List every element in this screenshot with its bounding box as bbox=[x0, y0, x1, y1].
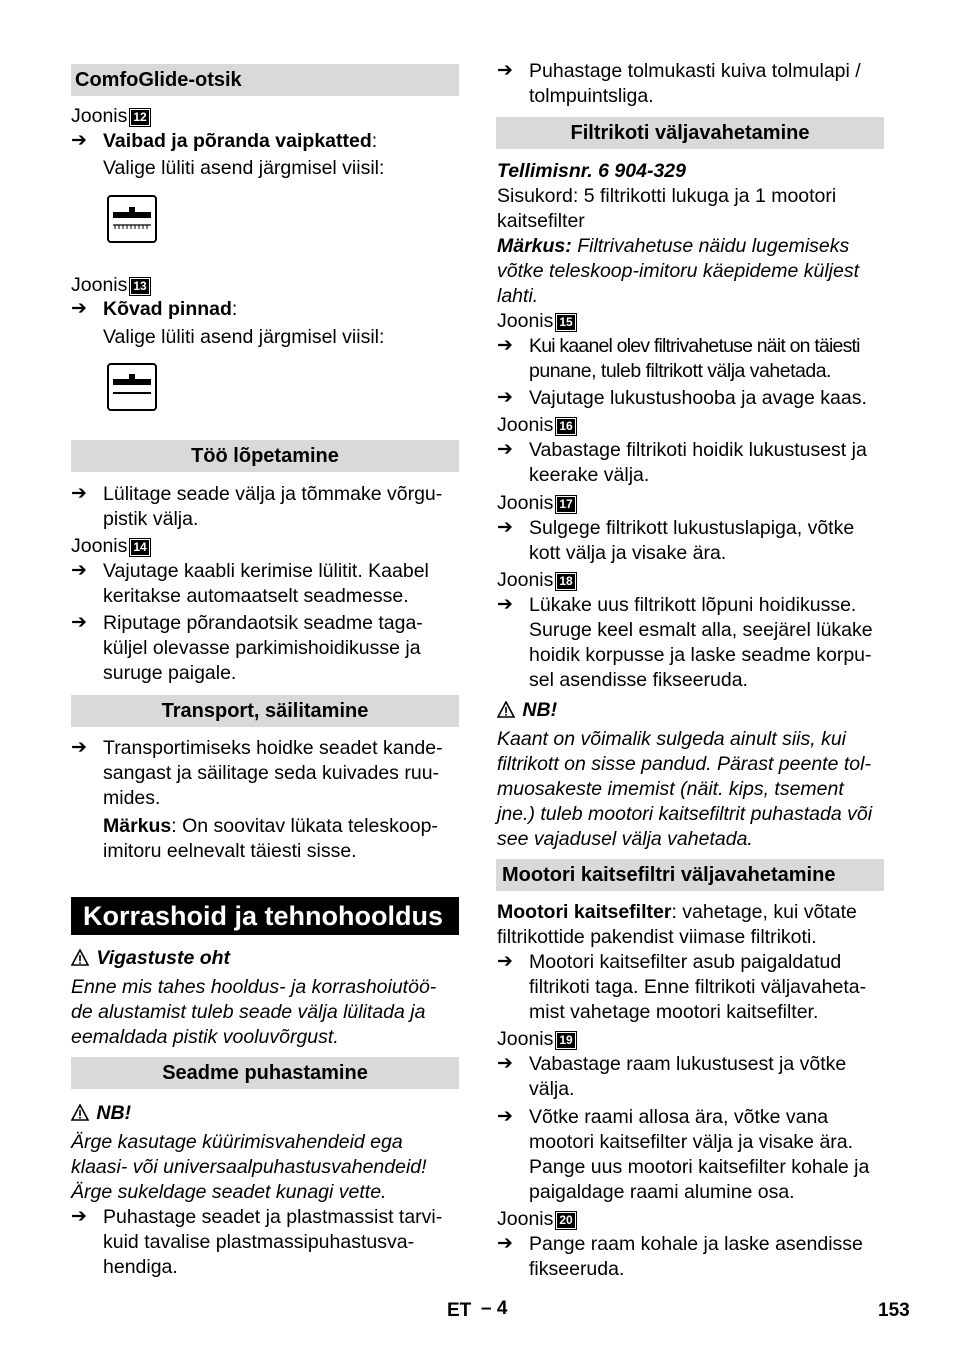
figure-ref-12: Joonis 12 bbox=[71, 104, 150, 128]
f19-step-2-cont: mootori kaitsefilter välja ja visake ära. bbox=[529, 1131, 854, 1153]
dust-step-cont: tolmpuintsliga. bbox=[529, 85, 654, 107]
footer-language-code: ET bbox=[447, 1300, 472, 1321]
figure-ref-17: Joonis 17 bbox=[497, 491, 576, 515]
figure-ref-16: Joonis 16 bbox=[497, 413, 576, 437]
nb-right-text: Kaant on võimalik sulgeda ainult siis, kui bbox=[497, 728, 847, 750]
f16-step-cont: keerake välja. bbox=[529, 464, 650, 486]
f18-step: Lükake uus filtrikott lõpuni hoidikusse. bbox=[529, 594, 857, 616]
f19-step-2-cont2: Pange uus mootori kaitsefilter kohale ja bbox=[529, 1156, 870, 1178]
order-number: Tellimisnr. 6 904-329 bbox=[497, 160, 686, 182]
nb-warning: NB! bbox=[71, 1101, 131, 1127]
danger-text-cont: de alustamist tuleb seade välja lülitada ja bbox=[71, 1001, 426, 1023]
f19-step-2-cont3: paigaldage raami alumine osa. bbox=[529, 1181, 795, 1203]
arrow-icon: ➔ bbox=[71, 612, 87, 633]
figure-ref-20: Joonis 20 bbox=[497, 1207, 576, 1231]
arrow-icon: ➔ bbox=[497, 517, 513, 538]
arrow-icon: ➔ bbox=[497, 1053, 513, 1074]
arrow-icon: ➔ bbox=[497, 1233, 513, 1254]
f18-step-cont2: hoidik korpusse ja laske seadme korpu- bbox=[529, 644, 872, 666]
motor-step-1: Mootori kaitsefilter asub paigaldatud bbox=[529, 951, 842, 973]
nb-right-text-cont2: muosakeste imemist (näit. kips, tsement bbox=[497, 778, 844, 800]
filter-note-cont: võtke teleskoop-imitoru käepideme küljest bbox=[497, 260, 860, 282]
section-heading-motor-filter: Mootori kaitsefiltri väljavahetamine bbox=[496, 859, 884, 891]
f19-step-1: Vabastage raam lukustusest ja võtke bbox=[529, 1053, 847, 1075]
figure-ref-18: Joonis 18 bbox=[497, 568, 576, 592]
nb-warning-right: NB! bbox=[497, 698, 557, 724]
arrow-icon: ➔ bbox=[71, 1206, 87, 1227]
page-number: 153 bbox=[878, 1300, 910, 1321]
nb-text-cont2: Ärge sukeldage seadet kunagi vette. bbox=[71, 1181, 387, 1203]
nb-right-text-cont: filtrikott on sisse pandud. Pärast peente tol- bbox=[497, 753, 871, 775]
f17-step: Sulgege filtrikott lukustuslapiga, võtke bbox=[529, 517, 855, 539]
f15-step-1: Kui kaanel olev filtrivahetuse näit on täiesti bbox=[529, 335, 860, 357]
transport-note-cont: imitoru eelnevalt täiesti sisse. bbox=[103, 840, 357, 862]
arrow-icon: ➔ bbox=[497, 951, 513, 972]
figure-ref-15: Joonis 15 bbox=[497, 309, 576, 333]
transport-step-1-cont: sangast ja säilitage seda kuivades ruu- bbox=[103, 762, 440, 784]
figure-ref-14: Joonis 14 bbox=[71, 534, 150, 558]
clean-step-1-cont2: hendiga. bbox=[103, 1256, 178, 1278]
carpet-switch-position-icon bbox=[107, 195, 157, 243]
arrow-icon: ➔ bbox=[71, 298, 87, 319]
footer-section-page: – 4 bbox=[481, 1298, 508, 1319]
finish-step-1-cont: pistik välja. bbox=[103, 508, 199, 530]
arrow-icon: ➔ bbox=[71, 737, 87, 758]
f18-step-cont: Suruge keel esmalt alla, seejärel lükake bbox=[529, 619, 873, 641]
switch-instruction-2: Valige lüliti asend järgmisel viisil: bbox=[103, 326, 385, 348]
transport-step-1-cont2: mides. bbox=[103, 787, 161, 809]
filter-note-cont2: lahti. bbox=[497, 285, 539, 307]
warning-triangle-icon bbox=[71, 948, 91, 972]
danger-warning: Vigastuste oht bbox=[71, 946, 230, 972]
f15-step-2: Vajutage lukustushooba ja avage kaas. bbox=[529, 387, 867, 409]
section-heading-finish: Töö lõpetamine bbox=[71, 440, 459, 472]
filter-note: Märkus: Filtrivahetuse näidu lugemiseks bbox=[497, 235, 850, 257]
nb-right-text-cont4: see vajadusel välja vahetada. bbox=[497, 828, 753, 850]
f17-step-cont: kott välja ja visake ära. bbox=[529, 542, 727, 564]
arrow-icon: ➔ bbox=[497, 387, 513, 408]
f15-step-1-cont: punane, tuleb filtrikott välja vahetada. bbox=[529, 360, 831, 382]
arrow-icon: ➔ bbox=[497, 60, 513, 81]
warning-triangle-icon bbox=[71, 1103, 91, 1127]
f18-step-cont3: sel asendisse fikseeruda. bbox=[529, 669, 748, 691]
finish-step-3-cont2: suruge paigale. bbox=[103, 662, 237, 684]
section-heading-cleaning: Seadme puhastamine bbox=[71, 1057, 459, 1089]
section-heading-transport: Transport, säilitamine bbox=[71, 695, 459, 727]
nb-text: Ärge kasutage küürimisvahendeid ega bbox=[71, 1131, 403, 1153]
hard-floor-title: Kõvad pinnad: bbox=[103, 298, 238, 320]
chapter-heading-maintenance: Korrashoid ja tehnohooldus bbox=[71, 897, 459, 935]
transport-step-1: Transportimiseks hoidke seadet kande- bbox=[103, 737, 443, 759]
motor-filter-intro: Mootori kaitsefilter: vahetage, kui võtate bbox=[497, 901, 857, 923]
section-heading-comfoglide: ComfoGlide-otsik bbox=[71, 64, 459, 96]
warning-triangle-icon bbox=[497, 700, 517, 724]
clean-step-1-cont: kuid tavalise plastmassipuhastusva- bbox=[103, 1231, 415, 1253]
f19-step-1-cont: välja. bbox=[529, 1078, 575, 1100]
arrow-icon: ➔ bbox=[497, 1106, 513, 1127]
finish-step-2: Vajutage kaabli kerimise lülitit. Kaabel bbox=[103, 560, 429, 582]
finish-step-3: Riputage põrandaotsik seadme taga- bbox=[103, 612, 423, 634]
motor-step-1-cont2: mist vahetage mootori kaitsefilter. bbox=[529, 1001, 819, 1023]
contents-cont: kaitsefilter bbox=[497, 210, 585, 232]
hard-floor-switch-position-icon bbox=[107, 363, 157, 411]
clean-step-1: Puhastage seadet ja plastmassist tarvi- bbox=[103, 1206, 443, 1228]
dust-step: Puhastage tolmukasti kuiva tolmulapi / bbox=[529, 60, 861, 82]
finish-step-2-cont: keritakse automaatselt seadmesse. bbox=[103, 585, 409, 607]
arrow-icon: ➔ bbox=[71, 483, 87, 504]
transport-note: Märkus: On soovitav lükata teleskoop- bbox=[103, 815, 438, 837]
section-heading-filter-bag: Filtrikoti väljavahetamine bbox=[496, 117, 884, 149]
carpet-title: Vaibad ja põranda vaipkatted: bbox=[103, 130, 378, 152]
finish-step-3-cont: küljel olevasse parkimishoidikusse ja bbox=[103, 637, 421, 659]
nb-text-cont: klaasi- või universaalpuhastusvahendeid! bbox=[71, 1156, 427, 1178]
contents: Sisukord: 5 filtrikotti lukuga ja 1 mootori bbox=[497, 185, 837, 207]
figure-ref-19: Joonis 19 bbox=[497, 1027, 576, 1051]
arrow-icon: ➔ bbox=[497, 335, 513, 356]
danger-text: Enne mis tahes hooldus- ja korrashoiutöö- bbox=[71, 976, 437, 998]
f19-step-2: Võtke raami allosa ära, võtke vana bbox=[529, 1106, 829, 1128]
f20-step: Pange raam kohale ja laske asendisse bbox=[529, 1233, 863, 1255]
motor-filter-intro-cont: filtrikottide pakendist viimase filtrikoti. bbox=[497, 926, 817, 948]
arrow-icon: ➔ bbox=[71, 560, 87, 581]
arrow-icon: ➔ bbox=[71, 130, 87, 151]
motor-step-1-cont: filtrikoti taga. Enne filtrikoti väljavaheta- bbox=[529, 976, 867, 998]
finish-step-1: Lülitage seade välja ja tõmmake võrgu- bbox=[103, 483, 443, 505]
f20-step-cont: fikseeruda. bbox=[529, 1258, 625, 1280]
f16-step: Vabastage filtrikoti hoidik lukustusest ja bbox=[529, 439, 867, 461]
switch-instruction: Valige lüliti asend järgmisel viisil: bbox=[103, 157, 385, 179]
nb-right-text-cont3: jne.) tuleb mootori kaitsefiltrit puhastada või bbox=[497, 803, 873, 825]
arrow-icon: ➔ bbox=[497, 594, 513, 615]
arrow-icon: ➔ bbox=[497, 439, 513, 460]
figure-ref-13: Joonis 13 bbox=[71, 273, 150, 297]
danger-text-cont2: eemaldada pistik vooluvõrgust. bbox=[71, 1026, 339, 1048]
